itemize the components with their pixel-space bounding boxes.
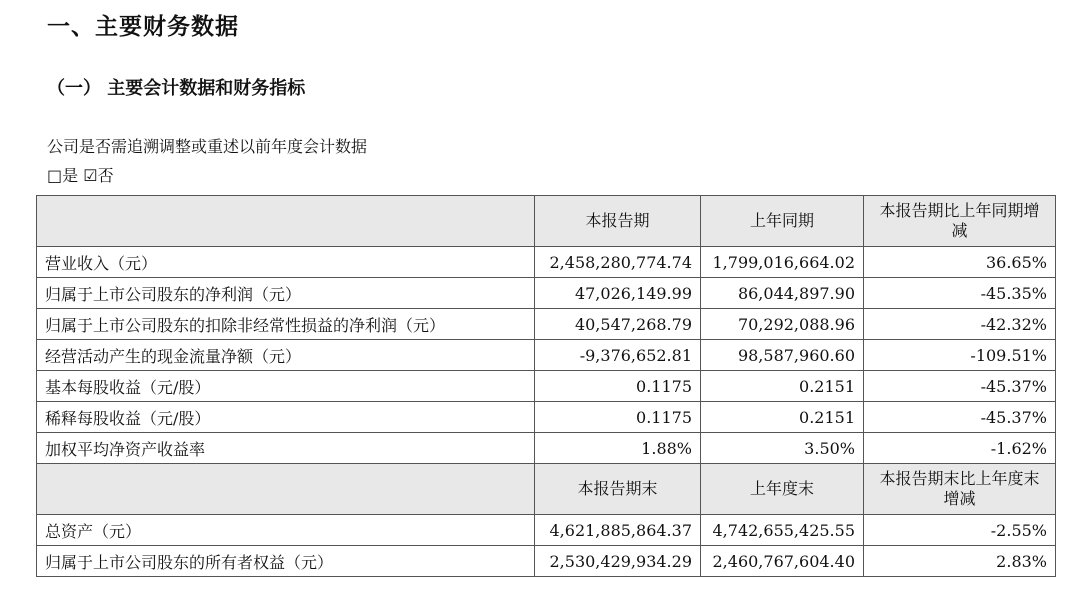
current-value: 2,458,280,774.74 xyxy=(535,247,701,278)
row-label: 基本每股收益（元/股） xyxy=(37,371,535,402)
row-label: 归属于上市公司股东的扣除非经常性损益的净利润（元） xyxy=(37,309,535,340)
unchecked-box-icon[interactable]: □ xyxy=(47,166,63,185)
row-label: 稀释每股收益（元/股） xyxy=(37,402,535,433)
financial-data-table xyxy=(36,195,1056,577)
change-value: -45.37% xyxy=(864,402,1056,433)
prior-value: 98,587,960.60 xyxy=(701,340,864,371)
change-value: -45.35% xyxy=(864,278,1056,309)
prior-value: 0.2151 xyxy=(701,371,864,402)
table-row xyxy=(37,340,1056,371)
current-value: 4,621,885,864.37 xyxy=(535,515,701,546)
prior-value: 86,044,897.90 xyxy=(701,278,864,309)
current-value: 0.1175 xyxy=(535,371,701,402)
change-value: 2.83% xyxy=(864,546,1056,577)
prior-value: 2,460,767,604.40 xyxy=(701,546,864,577)
prior-value: 3.50% xyxy=(701,433,864,464)
option-no-label: 否 xyxy=(97,166,114,185)
header-cell: 上年同期 xyxy=(701,196,864,247)
table-row xyxy=(37,433,1056,464)
current-value: 40,547,268.79 xyxy=(535,309,701,340)
row-label: 总资产（元） xyxy=(37,515,535,546)
prior-value: 4,742,655,425.55 xyxy=(701,515,864,546)
row-label: 归属于上市公司股东的所有者权益（元） xyxy=(37,546,535,577)
current-value: 2,530,429,934.29 xyxy=(535,546,701,577)
section-heading: 一、主要财务数据 xyxy=(47,14,239,40)
row-label: 经营活动产生的现金流量净额（元） xyxy=(37,340,535,371)
table-row xyxy=(37,402,1056,433)
table-row xyxy=(37,247,1056,278)
header-cell: 本报告期末比上年度末增减 xyxy=(864,464,1056,515)
change-value: -2.55% xyxy=(864,515,1056,546)
option-yes-label: 是 xyxy=(62,166,79,185)
row-label: 加权平均净资产收益率 xyxy=(37,433,535,464)
change-value: -109.51% xyxy=(864,340,1056,371)
header-cell: 本报告期 xyxy=(535,196,701,247)
prior-value: 0.2151 xyxy=(701,402,864,433)
change-value: -1.62% xyxy=(864,433,1056,464)
header-cell: 本报告期末 xyxy=(535,464,701,515)
header-blank-cell xyxy=(37,464,535,515)
table-row xyxy=(37,371,1056,402)
change-value: -42.32% xyxy=(864,309,1056,340)
current-value: 47,026,149.99 xyxy=(535,278,701,309)
row-label: 营业收入（元） xyxy=(37,247,535,278)
header-blank-cell xyxy=(37,196,535,247)
checked-box-icon[interactable]: ☑ xyxy=(83,166,98,185)
table-row xyxy=(37,515,1056,546)
change-value: 36.65% xyxy=(864,247,1056,278)
table-row xyxy=(37,546,1056,577)
header-cell: 本报告期比上年同期增减 xyxy=(864,196,1056,247)
table-row xyxy=(37,309,1056,340)
current-value: 1.88% xyxy=(535,433,701,464)
prior-value: 1,799,016,664.02 xyxy=(701,247,864,278)
change-value: -45.37% xyxy=(864,371,1056,402)
current-value: 0.1175 xyxy=(535,402,701,433)
restatement-options xyxy=(47,163,114,186)
subsection-heading: （一） 主要会计数据和财务指标 xyxy=(47,78,306,99)
row-label: 归属于上市公司股东的净利润（元） xyxy=(37,278,535,309)
table-row xyxy=(37,278,1056,309)
header-cell: 上年度末 xyxy=(701,464,864,515)
restatement-question: 公司是否需追溯调整或重述以前年度会计数据 xyxy=(47,137,368,156)
table-header-row xyxy=(37,196,1056,247)
prior-value: 70,292,088.96 xyxy=(701,309,864,340)
table-header-row xyxy=(37,464,1056,515)
current-value: -9,376,652.81 xyxy=(535,340,701,371)
